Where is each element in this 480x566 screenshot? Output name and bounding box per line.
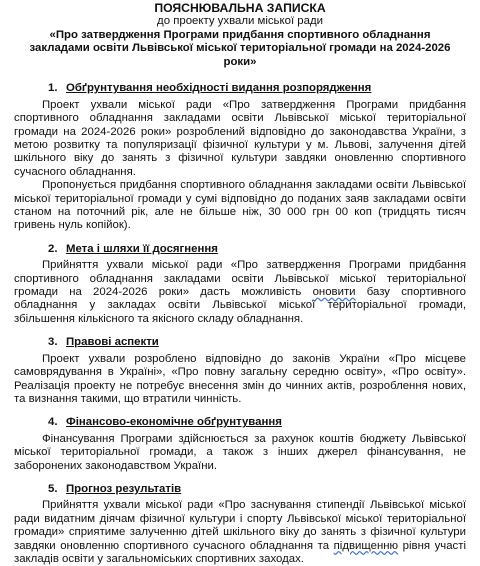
section-legal xyxy=(14,336,466,406)
spellcheck-marked-word: підвищенню xyxy=(333,539,399,552)
section-number: 2. xyxy=(48,242,58,255)
section-number: 1. xyxy=(48,82,58,95)
section-paragraph xyxy=(14,499,466,566)
section-heading xyxy=(48,336,466,349)
section-title: Прогноз результатів xyxy=(66,482,182,495)
section-number: 3. xyxy=(48,336,58,349)
section-paragraph: Проект ухвали розроблено відповідно до законів України «Про місцеве самоврядування в Україні», «Про повну загальну середню освіту», «Про освіту». Реалізація проекту не потребує внесення змін до чинних актів, розроблення нових, та визнання такими, що втратили чинність. xyxy=(14,352,466,405)
document-subtitle: до проекту ухвали міської ради xyxy=(157,15,323,27)
section-paragraph: Фінансування Програми здійснюється за рахунок коштів бюджету Львівської міської територіальної громади, а також з інших джерел фінансування, не заборонених законодавством України. xyxy=(14,432,466,472)
paragraph-text: рівня участі закладів освіти у загальноміських спортивних заходах. xyxy=(14,539,466,565)
section-paragraph xyxy=(14,259,466,326)
section-title: Фінансово-економічне обґрунтування xyxy=(66,416,282,429)
section-heading xyxy=(48,82,466,95)
section-finance xyxy=(14,416,466,473)
spellcheck-marked-word: оновити xyxy=(312,286,356,299)
section-title: Мета і шляхи її досягнення xyxy=(66,242,218,255)
section-paragraph: Проект ухвали міської ради «Про затвердження Програми придбання спортивного обладнання закладами освіти Львівської міської територіальної громади на 2024-2026 роки» розроблений відповідно до законодавства України, з метою розвитку та популяризації фізичної культури у м. Львові, залучення дітей шкільного віку до занять з фізичної культури завдяки оновленню спортивного сучасного обладнання. xyxy=(14,98,466,178)
section-forecast xyxy=(14,483,466,566)
document-page xyxy=(0,1,480,565)
paragraph-text: базу спортивного обладнання у закладах освіти Львівської міської територіальної громади, збільшення кількісного та якісного складу обладнання. xyxy=(14,286,466,325)
section-paragraph: Пропонується придбання спортивного обладнання закладами освіти Львівської міської територіальної громади у сумі відповідно до поданих заяв закладами освіти станом на поточний рік, але не більше ніж, 30 000 грн 00 коп (тридцять тисяч гривень нуль копійок). xyxy=(14,179,466,232)
section-heading xyxy=(48,416,466,429)
paragraph-text: Прийняття ухвали міської ради «Про затвердження Програми придбання спортивного обладнання закладами освіти Львівської міської територіальної громади на 2024-2026 роки» дасть можливість xyxy=(14,259,466,299)
document-heading: «Про затвердження Програми придбання спортивного обладнання закладами освіти Львівської міської територіальної громади на 2024-2026 роки» xyxy=(29,28,451,68)
document-title: ПОЯСНЮВАЛЬНА ЗАПИСКА xyxy=(154,1,326,15)
section-number: 5. xyxy=(48,482,58,495)
paragraph-text: Прийняття ухвали міської ради «Про заснування стипендії Львівської міської ради видатним діячам фізичної культури і спорту Львівської міської територіальної громади» сприятиме залученню дітей шкільного віку до занять з фізичної культури завдяки оновленню спортивного сучасного обладнання та xyxy=(14,499,466,552)
section-goal xyxy=(14,243,466,326)
section-number: 4. xyxy=(48,416,58,429)
section-heading xyxy=(48,483,466,496)
section-justification xyxy=(14,82,466,232)
section-title: Правові аспекти xyxy=(66,336,159,349)
section-heading xyxy=(48,243,466,256)
section-title: Обґрунтування необхідності видання розпорядження xyxy=(66,82,372,95)
